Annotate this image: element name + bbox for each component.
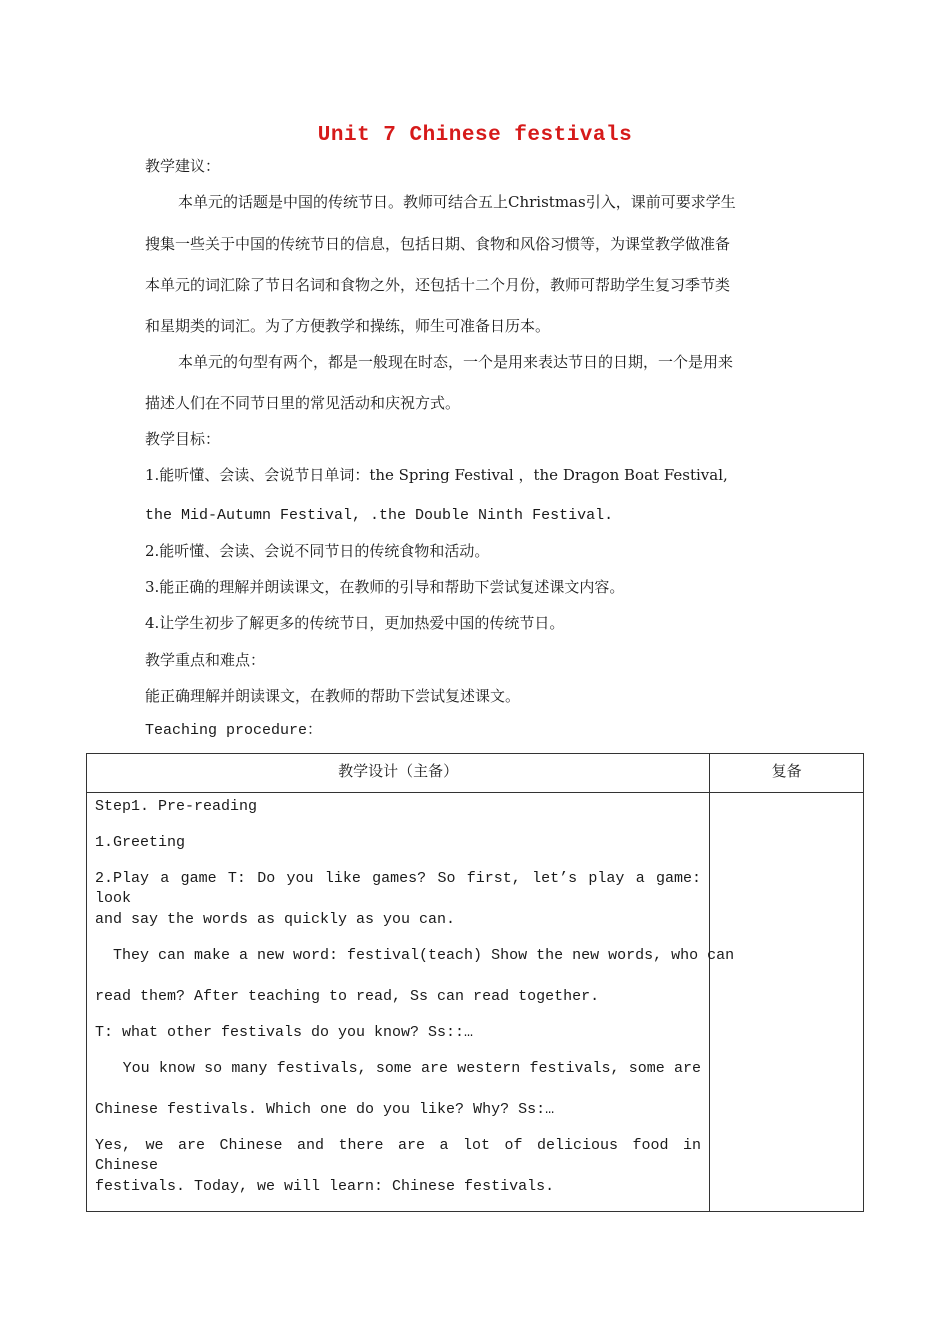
review-cell xyxy=(710,793,864,1212)
procedure-line: T: what other festivals do you know? Ss::… xyxy=(95,1024,474,1041)
para2-line-1: 本单元的句型有两个，都是一般现在时态，一个是用来表达节日的日期，一个是用来 xyxy=(178,353,734,371)
para1-line-3: 本单元的词汇除了节日名词和食物之外，还包括十二个月份，教师可帮助学生复习季节类 xyxy=(145,276,731,294)
procedure-line: read them? After teaching to read, Ss can read together. xyxy=(95,988,600,1005)
key-points-heading: 教学重点和难点： xyxy=(145,651,266,669)
procedure-line: You know so many festivals, some are western festivals, some are xyxy=(95,1060,701,1077)
procedure-line: 1.Greeting xyxy=(95,834,186,851)
table-body-row xyxy=(87,793,864,1212)
goal-2: 2.能听懂、会读、会说不同节日的传统食物和活动。 xyxy=(145,542,490,560)
procedure-line: festivals. Today, we will learn: Chinese festivals. xyxy=(95,1178,555,1195)
procedure-table xyxy=(86,753,864,1212)
para2-line-2: 描述人们在不同节日里的常见活动和庆祝方式。 xyxy=(145,394,461,412)
para1-line-2: 搜集一些关于中国的传统节日的信息，包括日期、食物和风俗习惯等，为课堂教学做准备 xyxy=(145,235,731,253)
procedure-line: Chinese festivals. Which one do you like? Why? Ss:… xyxy=(95,1101,555,1118)
key-points-text: 能正确理解并朗读课文，在教师的帮助下尝试复述课文。 xyxy=(145,687,521,705)
procedure-line: and say the words as quickly as you can. xyxy=(95,911,456,928)
goal-1: 1.能听懂、会读、会说节日单词：the Spring Festival ，the Dragon Boat Festival, xyxy=(145,466,728,484)
procedure-heading: Teaching procedure： xyxy=(145,722,323,739)
main-design-header: 教学设计（主备） xyxy=(87,754,710,793)
procedure-line: Yes, we are Chinese and there are a lot of delicious food in Chinese xyxy=(95,1137,701,1174)
goals-heading: 教学目标： xyxy=(145,430,221,448)
goal-3: 3.能正确的理解并朗读课文，在教师的引导和帮助下尝试复述课文内容。 xyxy=(145,578,625,596)
goal-4: 4.让学生初步了解更多的传统节日，更加热爱中国的传统节日。 xyxy=(145,614,565,632)
page-title: Unit 7 Chinese festivals xyxy=(317,124,633,147)
procedure-line: 2.Play a game T: Do you like games? So first, let’s play a game: look xyxy=(95,870,701,907)
para1-line-4: 和星期类的词汇。为了方便教学和操练，师生可准备日历本。 xyxy=(145,317,551,335)
procedure-line: Step1. Pre-reading xyxy=(95,798,258,815)
suggestions-heading: 教学建议： xyxy=(145,157,221,175)
para1-line-1: 本单元的话题是中国的传统节日。教师可结合五上Christmas引入，课前可要求学生 xyxy=(178,193,736,211)
review-header: 复备 xyxy=(710,754,864,793)
goal-1-continued: the Mid-Autumn Festival, .the Double Ninth Festival. xyxy=(145,507,614,524)
table-header-row xyxy=(87,754,864,793)
procedure-line: They can make a new word: festival(teach) Show the new words, who can xyxy=(95,947,735,964)
main-design-cell xyxy=(87,793,735,1212)
